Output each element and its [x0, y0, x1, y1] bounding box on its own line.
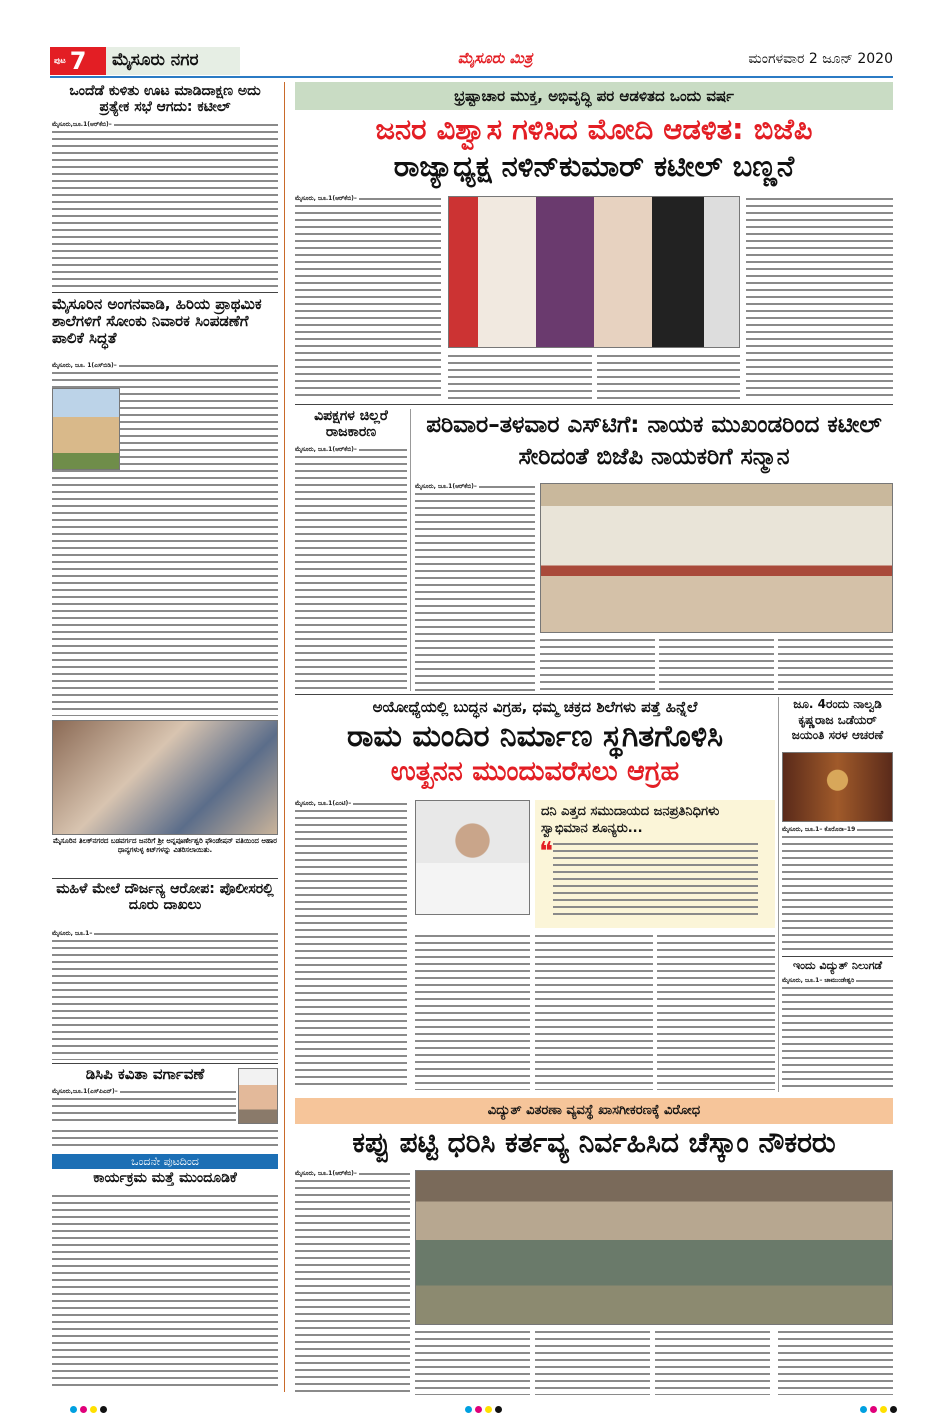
- page-number: 7: [69, 47, 87, 75]
- side-story-2-headline: ಜೂ. 4ರಂದು ನಾಲ್ವಡಿ ಕೃಷ್ಣರಾಜ ಒಡೆಯರ್ ಜಯಂತಿ ಸರಳ ಆಚರಣೆ: [791, 697, 884, 743]
- dateline: ಮೈಸೂರು,ಜೂ.1(ಎಸ್‌ಪಿಎನ್)–: [52, 1088, 118, 1095]
- dateline: ಮೈಸೂರು, ಜೂ.1(ಎಂಟಿ)–: [295, 800, 352, 807]
- registration-dots-right: [860, 1406, 897, 1413]
- page-label: ಪುಟ: [54, 56, 66, 65]
- issue-date: ಮಂಗಳವಾರ 2 ಜೂನ್ 2020: [748, 51, 893, 67]
- registration-dots-left: [70, 1406, 107, 1413]
- dateline: ಮೈಸೂರು, ಜೂ.1– ಕೊರೊನಾ–19: [782, 826, 856, 833]
- column-divider: [410, 409, 411, 691]
- side-story-1-headline: ವಿಪಕ್ಷಗಳ ಚಿಲ್ಲರೆ ರಾಜಕಾರಣ: [314, 408, 388, 440]
- story-2-body-col-1: [415, 483, 535, 691]
- story-4-kicker-banner: ವಿದ್ಯುತ್ ವಿತರಣಾ ವ್ಯವಸ್ಥೆ ಖಾಸಗೀಕರಣಕ್ಕೆ ವಿರೋಧ: [295, 1098, 893, 1124]
- felicitation-event-photo: [540, 483, 893, 633]
- left-article-5-body: [52, 1192, 278, 1390]
- story-3-body-col-3: [535, 932, 653, 1090]
- dateline: ಮೈಸೂರು, ಜೂ.1–: [52, 930, 93, 937]
- quote-text: [553, 840, 758, 920]
- story-2-body-col-3: [659, 636, 774, 691]
- left-article-3-body: [52, 930, 278, 1060]
- section-title: ಮೈಸೂರು ನಗರ: [106, 47, 240, 75]
- divider: [295, 694, 893, 695]
- story-2-body-col-4: [778, 636, 893, 691]
- side-story-3-body: [782, 977, 893, 1090]
- dateline: ಮೈಸೂರು, ಜೂ.1(ಆರ್‌ಕೆಬಿ)–: [295, 1170, 357, 1177]
- header-rule: [50, 76, 893, 78]
- masthead-logo: ಮೈಸೂರು ಮಿತ್ರ: [457, 49, 533, 67]
- bjp-leaders-press-meet-photo: [448, 196, 740, 348]
- dateline: ಮೈಸೂರು, ಜೂ.1(ಆರ್‌ಕೆಬಿ)–: [415, 483, 477, 490]
- divider: [52, 1063, 278, 1064]
- story-2-body-col-2: [540, 636, 655, 691]
- quote-box: [535, 800, 775, 928]
- page-number-box: [50, 47, 106, 75]
- lead-headline-red: ಜನರ ವಿಶ್ವಾಸ ಗಳಿಸಿದ ಮೋದಿ ಆಡಳಿತ: ಬಿಜೆಪಿ: [375, 112, 813, 146]
- lead-body-col-2: [448, 352, 592, 400]
- lead-body-col-1: [295, 195, 441, 400]
- left-article-1-headline: ಒಂದೆಡೆ ಕುಳಿತು ಊಟ ಮಾಡಿದಾಕ್ಷಣ ಅದು ಪ್ರತ್ಯೇಕ ಸಭೆ ಆಗದು: ಕಟೀಲ್: [69, 83, 261, 115]
- divider: [295, 404, 893, 405]
- left-article-3-headline: ಮಹಿಳೆ ಮೇಲೆ ದೌರ್ಜನ್ಯ ಆರೋಪ: ಪೊಲೀಸರಲ್ಲಿ ದೂರು ದಾಖಲು: [56, 881, 274, 913]
- dcp-portrait-photo: [238, 1068, 278, 1124]
- left-article-2-headline: ಮೈಸೂರಿನ ಅಂಗನವಾಡಿ, ಹಿರಿಯ ಪ್ರಾಥಮಿಕ ಶಾಲೆಗಳಿಗೆ ಸೋಂಕು ನಿವಾರಕ ಸಿಂಪಡಣೆಗೆ ಪಾಲಿಕೆ ಸಿದ್ಧತೆ: [52, 295, 262, 347]
- krishnaraja-wadiyar-portrait: [782, 752, 893, 822]
- story-4-body-col-5: [778, 1328, 893, 1395]
- story-3-body-col-4: [657, 932, 775, 1090]
- side-story-3-headline: ಇಂದು ವಿದ್ಯುತ್ ನಿಲುಗಡೆ: [792, 959, 883, 972]
- story-2-headline: ಪರಿವಾರ–ತಳವಾರ ಎಸ್‌ಟಿಗೆ: ನಾಯಕ ಮುಖಂಡರಿಂದ ಕಟೀಲ್ ಸೇರಿದಂತೆ ಬಿಜೆಪಿ ನಾಯಕರಿಗೆ ಸನ್ಮಾನ: [426, 412, 882, 470]
- story-3-headline-black: ರಾಮ ಮಂದಿರ ನಿರ್ಮಾಣ ಸ್ಥಗಿತಗೊಳಿಸಿ: [346, 719, 724, 754]
- dateline: ಮೈಸೂರು, ಜೂ. 1(ಎಸ್‌ಬಿಡಿ)–: [52, 362, 117, 369]
- lead-body-col-3: [597, 352, 740, 400]
- dateline: ಮೈಸೂರು,ಜೂ.1(ಆರ್‌ಕೆಬಿ)–: [52, 121, 112, 128]
- side-story-2-body: [782, 826, 893, 953]
- divider: [782, 956, 893, 957]
- quote-title: ದನಿ ಎತ್ತದ ಸಮುದಾಯದ ಜನಪ್ರತಿನಿಧಿಗಳು ಸ್ವಾಭಿಮಾನ ಶೂನ್ಯರು...: [541, 804, 720, 836]
- divider: [52, 292, 278, 293]
- photo-caption: ಮೈಸೂರಿನ ತಿಲಕ್‌ನಗರದ ಬಡವರ್ಗದ ಜನರಿಗೆ ಶ್ರೀ ಅನ್ನಪೂರ್ಣೇಶ್ವರಿ ಫೌಂಡೇಷನ್ ವತಿಯಿಂದ ಆಹಾರ ಧಾನ್ಯಗಳುಳ್ಳ ಕಿಟ್‌ಗಳನ್ನು ವಿತರಿಸಲಾಯಿತು.: [52, 837, 277, 854]
- column-divider: [778, 697, 779, 1092]
- left-article-1-body: [52, 121, 278, 289]
- story-3-kicker: ಅಯೋಧ್ಯೆಯಲ್ಲಿ ಬುದ್ಧನ ವಿಗ್ರಹ, ಧಮ್ಮ ಚಕ್ರದ ಶಿಲೆಗಳು ಪತ್ತೆ ಹಿನ್ನೆಲೆ: [372, 698, 698, 716]
- speaker-portrait-photo: [415, 800, 530, 915]
- lead-kicker-banner: ಭ್ರಷ್ಟಾಚಾರ ಮುಕ್ತ, ಅಭಿವೃದ್ಧಿ ಪರ ಆಡಳಿತದ ಒಂದು ವರ್ಷ: [295, 82, 893, 110]
- left-article-4-body: [52, 1088, 236, 1126]
- left-article-4-body-cont: [52, 1127, 278, 1149]
- left-article-4-headline: ಡಿಸಿಪಿ ಕವಿತಾ ವರ್ಗಾವಣೆ: [85, 1065, 205, 1083]
- story-4-body-col-3: [535, 1328, 650, 1395]
- lead-body-col-4: [746, 195, 893, 400]
- quote-mark-icon: ❝: [539, 837, 553, 867]
- side-story-1-body: [295, 446, 407, 691]
- story-4-body-col-1: [295, 1170, 410, 1395]
- story-4-body-col-4: [655, 1328, 770, 1395]
- story-3-body-col-2: [415, 932, 530, 1090]
- palace-building-photo: [52, 388, 120, 470]
- story-4-headline: ಕಪ್ಪು ಪಟ್ಟಿ ಧರಿಸಿ ಕರ್ತವ್ಯ ನಿರ್ವಹಿಸಿದ ಚೆಸ್ಕಾಂ ನೌಕರರು: [352, 1126, 836, 1159]
- registration-dots-center: [465, 1406, 502, 1413]
- dateline: ಮೈಸೂರು, ಜೂ.1– ಚಾಮುಂಡೇಶ್ವರಿ: [782, 977, 855, 984]
- cesc-employees-protest-photo: [415, 1170, 893, 1325]
- column-divider: [284, 82, 285, 1392]
- continued-from-page-one-bar: ಒಂದನೇ ಪುಟದಿಂದ: [52, 1154, 278, 1169]
- story-3-body-col-1: [295, 800, 407, 1090]
- story-3-headline-red: ಉತ್ಖನನ ಮುಂದುವರೆಸಲು ಆಗ್ರಹ: [390, 756, 680, 787]
- lead-headline-black: ರಾಜ್ಯಾಧ್ಯಕ್ಷ ನಳಿನ್‌ಕುಮಾರ್ ಕಟೀಲ್ ಬಣ್ಣನೆ: [393, 149, 795, 183]
- food-kit-distribution-photo: [52, 720, 278, 835]
- dateline: ಮೈಸೂರು, ಜೂ.1(ಆರ್‌ಕೆಬಿ)–: [295, 446, 357, 453]
- dateline: ಮೈಸೂರು, ಜೂ.1(ಆರ್‌ಕೆಬಿ)–: [295, 195, 357, 202]
- left-article-5-headline: ಕಾರ್ಯಕ್ರಮ ಮತ್ತೆ ಮುಂದೂಡಿಕೆ: [93, 1170, 237, 1186]
- story-4-body-col-2: [415, 1328, 530, 1395]
- divider: [52, 878, 278, 879]
